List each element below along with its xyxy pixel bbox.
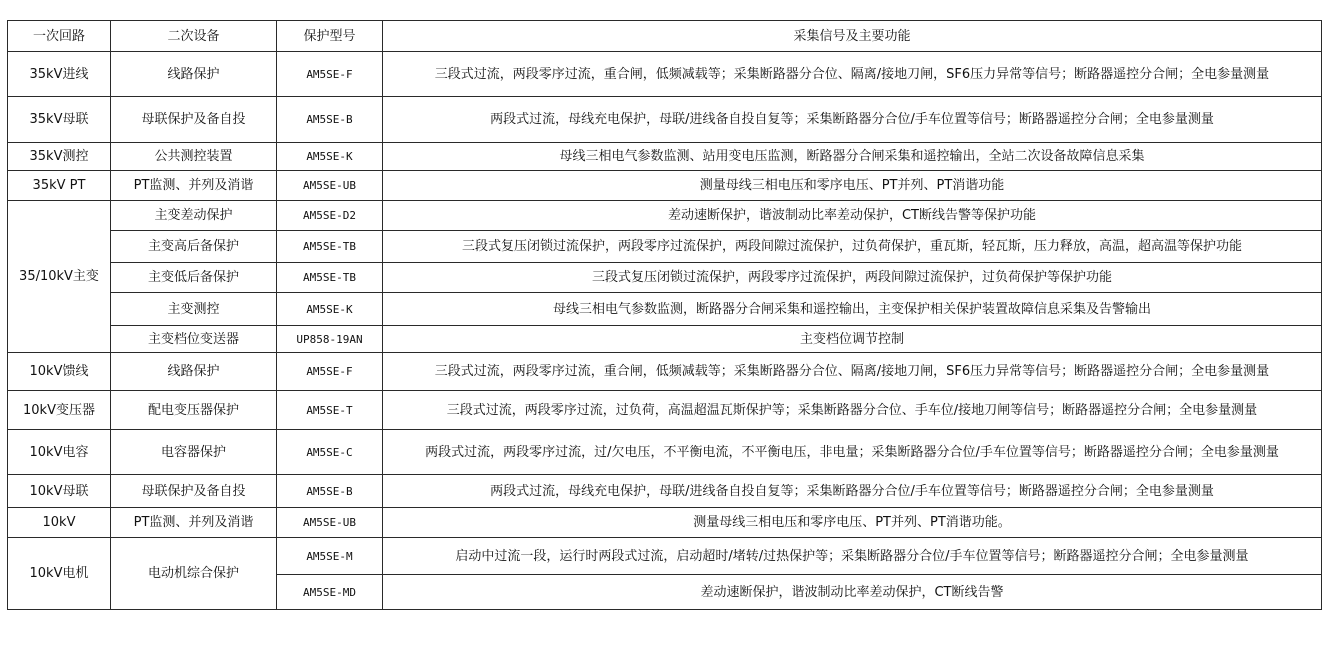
secondary-device-cell: PT监测、并列及消谐 [111, 171, 277, 201]
protection-model-cell: AM5SE-B [277, 475, 383, 508]
protection-model-cell: UP858-19AN [277, 326, 383, 353]
primary-circuit-cell: 10kV电容 [8, 430, 111, 475]
secondary-device-cell: 主变差动保护 [111, 201, 277, 231]
secondary-device-cell: 主变测控 [111, 293, 277, 326]
primary-circuit-cell: 10kV电机 [8, 538, 111, 610]
table-row [8, 508, 1322, 538]
table-row [8, 391, 1322, 430]
primary-circuit-cell: 10kV馈线 [8, 353, 111, 391]
protection-model-cell: AM5SE-MD [277, 575, 383, 610]
table-header-row [8, 21, 1322, 52]
function-cell: 启动中过流一段，运行时两段式过流，启动超时/堵转/过热保护等；采集断路器分合位/手车位置等信号；断路器遥控分合闸；全电参量测量 [383, 538, 1322, 575]
function-cell: 测量母线三相电压和零序电压、PT并列、PT消谐功能 [383, 171, 1322, 201]
function-cell: 三段式过流，两段零序过流，重合闸，低频减载等；采集断路器分合位、隔离/接地刀闸，SF6压力异常等信号；断路器遥控分合闸；全电参量测量 [383, 52, 1322, 97]
primary-circuit-cell: 10kV [8, 508, 111, 538]
function-cell: 两段式过流，母线充电保护，母联/进线备自投自复等；采集断路器分合位/手车位置等信号；断路器遥控分合闸；全电参量测量 [383, 97, 1322, 143]
function-cell: 差动速断保护，谐波制动比率差动保护，CT断线告警等保护功能 [383, 201, 1322, 231]
protection-model-cell: AM5SE-TB [277, 263, 383, 293]
secondary-device-cell: 主变低后备保护 [111, 263, 277, 293]
table-row [8, 326, 1322, 353]
header-secondary-device: 二次设备 [111, 21, 277, 52]
secondary-device-cell: 电动机综合保护 [111, 538, 277, 610]
secondary-device-cell: 主变高后备保护 [111, 231, 277, 263]
table-row [8, 97, 1322, 143]
protection-model-cell: AM5SE-F [277, 353, 383, 391]
header-primary-circuit: 一次回路 [8, 21, 111, 52]
function-cell: 三段式过流，两段零序过流，重合闸，低频减载等；采集断路器分合位、隔离/接地刀闸，SF6压力异常等信号；断路器遥控分合闸；全电参量测量 [383, 353, 1322, 391]
primary-circuit-cell: 10kV母联 [8, 475, 111, 508]
function-cell: 两段式过流，母线充电保护，母联/进线备自投自复等；采集断路器分合位/手车位置等信号；断路器遥控分合闸；全电参量测量 [383, 475, 1322, 508]
protection-model-cell: AM5SE-D2 [277, 201, 383, 231]
protection-model-cell: AM5SE-K [277, 143, 383, 171]
table-row [8, 171, 1322, 201]
function-cell: 主变档位调节控制 [383, 326, 1322, 353]
table-row [8, 538, 1322, 575]
table-row [8, 52, 1322, 97]
table-row [8, 293, 1322, 326]
secondary-device-cell: 线路保护 [111, 353, 277, 391]
protection-model-cell: AM5SE-UB [277, 171, 383, 201]
protection-model-cell: AM5SE-TB [277, 231, 383, 263]
protection-model-cell: AM5SE-C [277, 430, 383, 475]
header-protection-model: 保护型号 [277, 21, 383, 52]
primary-circuit-cell: 35kV母联 [8, 97, 111, 143]
primary-circuit-cell: 35kV测控 [8, 143, 111, 171]
function-cell: 母线三相电气参数监测，断路器分合闸采集和遥控输出，主变保护相关保护装置故障信息采集及告警输出 [383, 293, 1322, 326]
function-cell: 三段式过流，两段零序过流，过负荷，高温超温瓦斯保护等；采集断路器分合位、手车位/接地刀闸等信号；断路器遥控分合闸；全电参量测量 [383, 391, 1322, 430]
primary-circuit-cell: 10kV变压器 [8, 391, 111, 430]
secondary-device-cell: 母联保护及备自投 [111, 475, 277, 508]
primary-circuit-cell: 35/10kV主变 [8, 201, 111, 353]
protection-model-cell: AM5SE-F [277, 52, 383, 97]
secondary-device-cell: 母联保护及备自投 [111, 97, 277, 143]
primary-circuit-cell: 35kV进线 [8, 52, 111, 97]
table-row [8, 475, 1322, 508]
function-cell: 差动速断保护，谐波制动比率差动保护，CT断线告警 [383, 575, 1322, 610]
protection-model-cell: AM5SE-B [277, 97, 383, 143]
secondary-device-cell: 主变档位变送器 [111, 326, 277, 353]
function-cell: 母线三相电气参数监测、站用变电压监测，断路器分合闸采集和遥控输出，全站二次设备故障信息采集 [383, 143, 1322, 171]
table-row [8, 263, 1322, 293]
table-row [8, 353, 1322, 391]
function-cell: 测量母线三相电压和零序电压、PT并列、PT消谐功能。 [383, 508, 1322, 538]
secondary-device-cell: 配电变压器保护 [111, 391, 277, 430]
primary-circuit-cell: 35kV PT [8, 171, 111, 201]
function-cell: 两段式过流，两段零序过流，过/欠电压，不平衡电流，不平衡电压，非电量；采集断路器分合位/手车位置等信号；断路器遥控分合闸；全电参量测量 [383, 430, 1322, 475]
protection-model-cell: AM5SE-T [277, 391, 383, 430]
function-cell: 三段式复压闭锁过流保护，两段零序过流保护，两段间隙过流保护，过负荷保护，重瓦斯，轻瓦斯，压力释放，高温，超高温等保护功能 [383, 231, 1322, 263]
protection-model-cell: AM5SE-M [277, 538, 383, 575]
header-signals-functions: 采集信号及主要功能 [383, 21, 1322, 52]
protection-model-cell: AM5SE-K [277, 293, 383, 326]
secondary-device-cell: 公共测控装置 [111, 143, 277, 171]
protection-model-cell: AM5SE-UB [277, 508, 383, 538]
secondary-device-cell: 线路保护 [111, 52, 277, 97]
secondary-device-cell: 电容器保护 [111, 430, 277, 475]
table-row [8, 430, 1322, 475]
secondary-device-cell: PT监测、并列及消谐 [111, 508, 277, 538]
protection-config-table [7, 20, 1322, 610]
function-cell: 三段式复压闭锁过流保护，两段零序过流保护，两段间隙过流保护，过负荷保护等保护功能 [383, 263, 1322, 293]
table-row [8, 201, 1322, 231]
table-row [8, 231, 1322, 263]
table-row [8, 143, 1322, 171]
